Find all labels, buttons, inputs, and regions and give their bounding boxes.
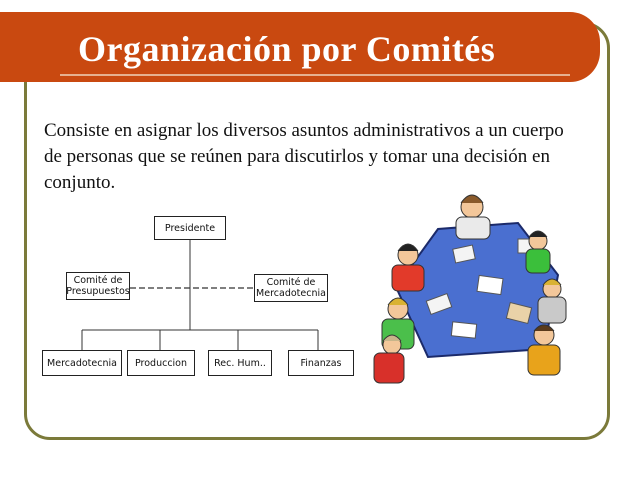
person-body xyxy=(528,345,560,375)
org-box-dept-finance: Finanzas xyxy=(288,350,354,376)
person-body xyxy=(456,217,490,239)
person-hair xyxy=(461,195,483,203)
person-hair xyxy=(529,231,547,237)
org-box-committee-budget: Comité de Presupuestos xyxy=(66,272,130,300)
slide-title: Organización por Comités xyxy=(78,29,496,69)
title-bar xyxy=(0,12,600,82)
meeting-illustration xyxy=(368,177,590,389)
org-box-dept-hr: Rec. Hum.. xyxy=(208,350,272,376)
org-box-president: Presidente xyxy=(154,216,226,240)
org-box-dept-production: Produccion xyxy=(127,350,195,376)
slide-description: Consiste en asignar los diversos asuntos administrativos a un cuerpo de personas que se reúnen para discutirlos y tomar una decisión en conjunto. xyxy=(44,120,564,193)
paper xyxy=(451,322,476,338)
person-body xyxy=(392,265,424,291)
person-body xyxy=(526,249,550,273)
org-box-dept-marketing: Mercadotecnia xyxy=(42,350,122,376)
org-box-committee-marketing: Comité de Mercadotecnia xyxy=(254,274,328,302)
person-hair xyxy=(398,244,418,251)
person-body xyxy=(538,297,566,323)
paper xyxy=(477,275,503,294)
person-body xyxy=(374,353,404,383)
